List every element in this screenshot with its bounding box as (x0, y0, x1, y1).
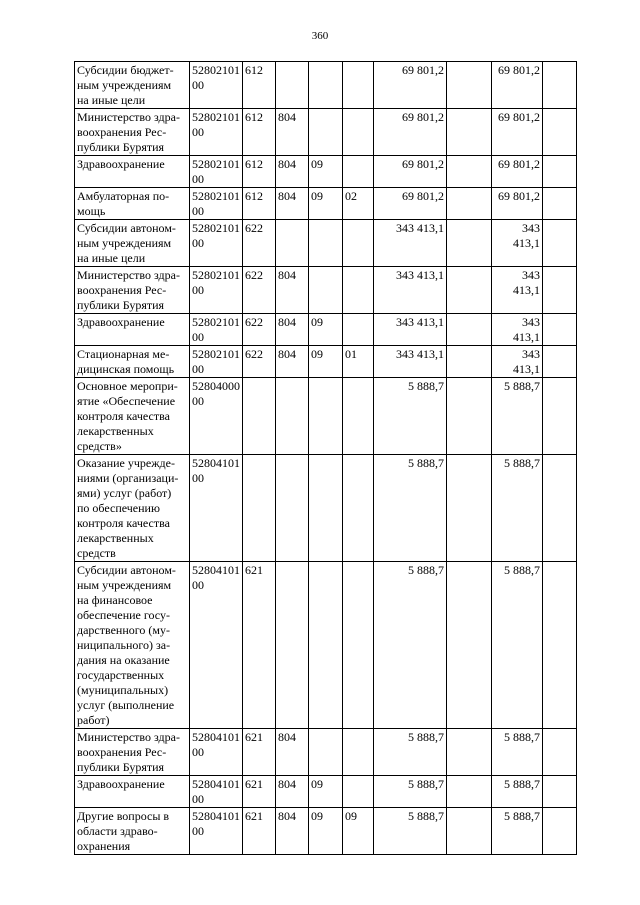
section-cell (309, 188, 343, 220)
subsection-cell (343, 188, 374, 220)
amount-cell (374, 156, 447, 188)
expense-type-cell (243, 267, 276, 314)
target-code-cell (190, 808, 243, 855)
section-cell (309, 267, 343, 314)
amount-cell-text: 5 888,7 (408, 730, 444, 744)
row-name-cell (75, 188, 190, 220)
amount-cell (374, 346, 447, 378)
section-cell (309, 776, 343, 808)
amount-total-cell-text: 343 413,1 (513, 347, 540, 376)
expense-type-cell-text: 621 (245, 809, 263, 823)
row-name-cell-text: Здравоохранение (77, 157, 165, 171)
amount-cell-2 (447, 346, 492, 378)
section-cell (309, 109, 343, 156)
amount-cell (374, 267, 447, 314)
grbs-cell-text: 804 (278, 157, 296, 171)
section-cell (309, 729, 343, 776)
amount-cell-4 (543, 729, 577, 776)
subsection-cell (343, 314, 374, 346)
target-code-cell (190, 156, 243, 188)
amount-total-cell-text: 69 801,2 (498, 189, 540, 203)
amount-cell-text: 5 888,7 (408, 379, 444, 393)
amount-cell-text: 343 413,1 (396, 221, 444, 235)
amount-cell-2 (447, 156, 492, 188)
row-name-cell-text: Основное меропри- ятие «Обеспечение контроля качества лекарственных средств» (77, 379, 178, 453)
amount-cell-4 (543, 776, 577, 808)
grbs-cell (276, 62, 309, 109)
target-code-cell-text: 52802101 00 (192, 189, 240, 218)
target-code-cell (190, 109, 243, 156)
section-cell-text: 09 (311, 189, 323, 203)
expense-type-cell (243, 346, 276, 378)
table-row (75, 378, 577, 455)
amount-cell-4 (543, 267, 577, 314)
target-code-cell (190, 314, 243, 346)
subsection-cell-text: 01 (345, 347, 357, 361)
expense-type-cell-text: 612 (245, 157, 263, 171)
amount-cell-4 (543, 455, 577, 562)
amount-cell-2 (447, 188, 492, 220)
amount-cell-2 (447, 776, 492, 808)
grbs-cell (276, 346, 309, 378)
section-cell (309, 62, 343, 109)
amount-cell-text: 343 413,1 (396, 315, 444, 329)
amount-total-cell (492, 808, 543, 855)
amount-cell (374, 62, 447, 109)
grbs-cell (276, 378, 309, 455)
grbs-cell-text: 804 (278, 315, 296, 329)
table-row (75, 314, 577, 346)
expense-type-cell (243, 729, 276, 776)
amount-total-cell-text: 5 888,7 (504, 563, 540, 577)
expense-type-cell (243, 808, 276, 855)
grbs-cell (276, 220, 309, 267)
amount-cell-text: 5 888,7 (408, 456, 444, 470)
expense-type-cell (243, 62, 276, 109)
target-code-cell-text: 52802101 00 (192, 157, 240, 186)
amount-cell (374, 220, 447, 267)
expense-type-cell-text: 621 (245, 563, 263, 577)
amount-total-cell (492, 346, 543, 378)
target-code-cell (190, 267, 243, 314)
target-code-cell (190, 346, 243, 378)
table-row (75, 188, 577, 220)
target-code-cell (190, 62, 243, 109)
grbs-cell (276, 267, 309, 314)
subsection-cell-text: 02 (345, 189, 357, 203)
expense-type-cell (243, 109, 276, 156)
row-name-cell (75, 267, 190, 314)
expense-type-cell-text: 612 (245, 189, 263, 203)
expense-type-cell (243, 156, 276, 188)
amount-cell-2 (447, 220, 492, 267)
grbs-cell-text: 804 (278, 189, 296, 203)
amount-cell-4 (543, 156, 577, 188)
grbs-cell (276, 562, 309, 729)
amount-cell-4 (543, 346, 577, 378)
amount-total-cell-text: 69 801,2 (498, 110, 540, 124)
expense-type-cell (243, 776, 276, 808)
row-name-cell-text: Министерство здра- воохранения Рес- публики Бурятия (77, 268, 180, 312)
expense-type-cell (243, 188, 276, 220)
section-cell-text: 09 (311, 777, 323, 791)
row-name-cell (75, 62, 190, 109)
subsection-cell (343, 808, 374, 855)
subsection-cell (343, 378, 374, 455)
target-code-cell-text: 52802101 00 (192, 221, 240, 250)
amount-cell-2 (447, 455, 492, 562)
amount-total-cell (492, 455, 543, 562)
target-code-cell-text: 52804101 00 (192, 777, 240, 806)
amount-total-cell-text: 343 413,1 (513, 315, 540, 344)
amount-total-cell (492, 188, 543, 220)
row-name-cell (75, 156, 190, 188)
grbs-cell (276, 188, 309, 220)
subsection-cell (343, 220, 374, 267)
amount-cell (374, 808, 447, 855)
amount-cell-2 (447, 562, 492, 729)
amount-cell-2 (447, 62, 492, 109)
section-cell-text: 09 (311, 157, 323, 171)
amount-cell-2 (447, 729, 492, 776)
subsection-cell (343, 156, 374, 188)
amount-cell-text: 69 801,2 (402, 63, 444, 77)
table-row (75, 220, 577, 267)
expense-type-cell-text: 612 (245, 110, 263, 124)
table-row (75, 156, 577, 188)
expense-type-cell (243, 220, 276, 267)
subsection-cell (343, 455, 374, 562)
row-name-cell-text: Министерство здра- воохранения Рес- публики Бурятия (77, 730, 180, 774)
amount-cell-2 (447, 378, 492, 455)
target-code-cell-text: 52802101 00 (192, 63, 240, 92)
expense-type-cell-text: 622 (245, 268, 263, 282)
expense-type-cell (243, 562, 276, 729)
section-cell-text: 09 (311, 315, 323, 329)
row-name-cell (75, 220, 190, 267)
row-name-cell (75, 808, 190, 855)
amount-cell-2 (447, 109, 492, 156)
section-cell (309, 314, 343, 346)
amount-cell-4 (543, 808, 577, 855)
target-code-cell (190, 776, 243, 808)
row-name-cell-text: Министерство здра- воохранения Рес- публики Бурятия (77, 110, 180, 154)
expense-type-cell-text: 622 (245, 315, 263, 329)
amount-cell (374, 378, 447, 455)
table-row (75, 776, 577, 808)
amount-total-cell (492, 776, 543, 808)
amount-cell-2 (447, 267, 492, 314)
target-code-cell (190, 188, 243, 220)
expense-type-cell (243, 378, 276, 455)
row-name-cell (75, 455, 190, 562)
section-cell (309, 220, 343, 267)
amount-cell-text: 343 413,1 (396, 268, 444, 282)
expense-type-cell-text: 621 (245, 777, 263, 791)
row-name-cell (75, 729, 190, 776)
target-code-cell-text: 52804101 00 (192, 563, 240, 592)
amount-cell-text: 69 801,2 (402, 110, 444, 124)
amount-cell-text: 5 888,7 (408, 809, 444, 823)
section-cell (309, 455, 343, 562)
subsection-cell (343, 729, 374, 776)
amount-total-cell (492, 729, 543, 776)
amount-cell-4 (543, 220, 577, 267)
amount-total-cell (492, 314, 543, 346)
row-name-cell (75, 346, 190, 378)
grbs-cell-text: 804 (278, 110, 296, 124)
grbs-cell (276, 808, 309, 855)
amount-total-cell (492, 562, 543, 729)
amount-total-cell (492, 378, 543, 455)
grbs-cell (276, 729, 309, 776)
row-name-cell-text: Субсидии автоном- ным учреждениям на финансовое обеспечение госу- дарственного (му- ниципального) за- дания на оказание государственных (муниципальных) услуг (выполнение работ) (77, 563, 176, 727)
target-code-cell-text: 52802101 00 (192, 268, 240, 297)
row-name-cell-text: Здравоохранение (77, 315, 165, 329)
grbs-cell-text: 804 (278, 268, 296, 282)
page-number: 360 (311, 30, 329, 42)
amount-cell-4 (543, 109, 577, 156)
subsection-cell (343, 776, 374, 808)
amount-total-cell-text: 5 888,7 (504, 809, 540, 823)
amount-total-cell-text: 5 888,7 (504, 379, 540, 393)
expense-type-cell-text: 622 (245, 221, 263, 235)
expense-type-cell-text: 622 (245, 347, 263, 361)
section-cell-text: 09 (311, 347, 323, 361)
row-name-cell-text: Стационарная ме- дицинская помощь (77, 347, 175, 376)
amount-cell (374, 455, 447, 562)
row-name-cell-text: Другие вопросы в области здраво- охранения (77, 809, 170, 853)
grbs-cell (276, 156, 309, 188)
table-row (75, 562, 577, 729)
subsection-cell (343, 109, 374, 156)
amount-cell-text: 343 413,1 (396, 347, 444, 361)
subsection-cell-text: 09 (345, 809, 357, 823)
target-code-cell-text: 52802101 00 (192, 315, 240, 344)
table-row (75, 267, 577, 314)
target-code-cell-text: 52802101 00 (192, 347, 240, 376)
grbs-cell (276, 455, 309, 562)
amount-total-cell-text: 5 888,7 (504, 456, 540, 470)
row-name-cell-text: Субсидии автоном- ным учреждениям на иные цели (77, 221, 176, 265)
grbs-cell (276, 109, 309, 156)
table-row (75, 729, 577, 776)
target-code-cell-text: 52804101 00 (192, 456, 240, 485)
amount-cell-4 (543, 62, 577, 109)
subsection-cell (343, 346, 374, 378)
target-code-cell-text: 52804000 00 (192, 379, 240, 408)
amount-cell-4 (543, 188, 577, 220)
table-row (75, 346, 577, 378)
amount-total-cell-text: 5 888,7 (504, 777, 540, 791)
subsection-cell (343, 562, 374, 729)
amount-cell-2 (447, 314, 492, 346)
amount-total-cell-text: 69 801,2 (498, 157, 540, 171)
grbs-cell-text: 804 (278, 809, 296, 823)
expense-type-cell (243, 455, 276, 562)
amount-total-cell (492, 156, 543, 188)
amount-total-cell (492, 62, 543, 109)
row-name-cell-text: Оказание учрежде- ниями (организаци- ями) услуг (работ) по обеспечению контроля качества лекарственных средств (77, 456, 179, 560)
target-code-cell (190, 378, 243, 455)
target-code-cell-text: 52802101 00 (192, 110, 240, 139)
row-name-cell-text: Субсидии бюджет- ным учреждениям на иные цели (77, 63, 174, 107)
amount-cell (374, 776, 447, 808)
grbs-cell (276, 314, 309, 346)
amount-cell (374, 729, 447, 776)
grbs-cell-text: 804 (278, 730, 296, 744)
amount-total-cell (492, 220, 543, 267)
section-cell (309, 378, 343, 455)
expense-type-cell-text: 612 (245, 63, 263, 77)
amount-cell-2 (447, 808, 492, 855)
amount-total-cell-text: 69 801,2 (498, 63, 540, 77)
amount-cell (374, 109, 447, 156)
expense-type-cell (243, 314, 276, 346)
amount-cell-4 (543, 562, 577, 729)
table-row (75, 109, 577, 156)
amount-cell-4 (543, 314, 577, 346)
amount-cell-text: 5 888,7 (408, 777, 444, 791)
grbs-cell-text: 804 (278, 347, 296, 361)
amount-cell-text: 69 801,2 (402, 189, 444, 203)
budget-table-body (75, 62, 577, 855)
target-code-cell (190, 455, 243, 562)
amount-cell-text: 69 801,2 (402, 157, 444, 171)
amount-total-cell-text: 343 413,1 (513, 221, 540, 250)
section-cell (309, 346, 343, 378)
row-name-cell-text: Здравоохранение (77, 777, 165, 791)
row-name-cell (75, 109, 190, 156)
amount-cell (374, 188, 447, 220)
row-name-cell (75, 562, 190, 729)
row-name-cell (75, 378, 190, 455)
target-code-cell-text: 52804101 00 (192, 730, 240, 759)
amount-total-cell (492, 109, 543, 156)
row-name-cell-text: Амбулаторная по- мощь (77, 189, 170, 218)
row-name-cell (75, 314, 190, 346)
amount-cell (374, 562, 447, 729)
subsection-cell (343, 62, 374, 109)
target-code-cell-text: 52804101 00 (192, 809, 240, 838)
row-name-cell (75, 776, 190, 808)
amount-total-cell-text: 5 888,7 (504, 730, 540, 744)
section-cell (309, 156, 343, 188)
subsection-cell (343, 267, 374, 314)
amount-cell-4 (543, 378, 577, 455)
target-code-cell (190, 562, 243, 729)
table-row (75, 455, 577, 562)
grbs-cell-text: 804 (278, 777, 296, 791)
section-cell (309, 808, 343, 855)
table-row (75, 62, 577, 109)
amount-total-cell (492, 267, 543, 314)
amount-total-cell-text: 343 413,1 (513, 268, 540, 297)
target-code-cell (190, 220, 243, 267)
table-row (75, 808, 577, 855)
grbs-cell (276, 776, 309, 808)
amount-cell (374, 314, 447, 346)
expense-type-cell-text: 621 (245, 730, 263, 744)
section-cell-text: 09 (311, 809, 323, 823)
section-cell (309, 562, 343, 729)
target-code-cell (190, 729, 243, 776)
amount-cell-text: 5 888,7 (408, 563, 444, 577)
budget-table (74, 61, 577, 855)
